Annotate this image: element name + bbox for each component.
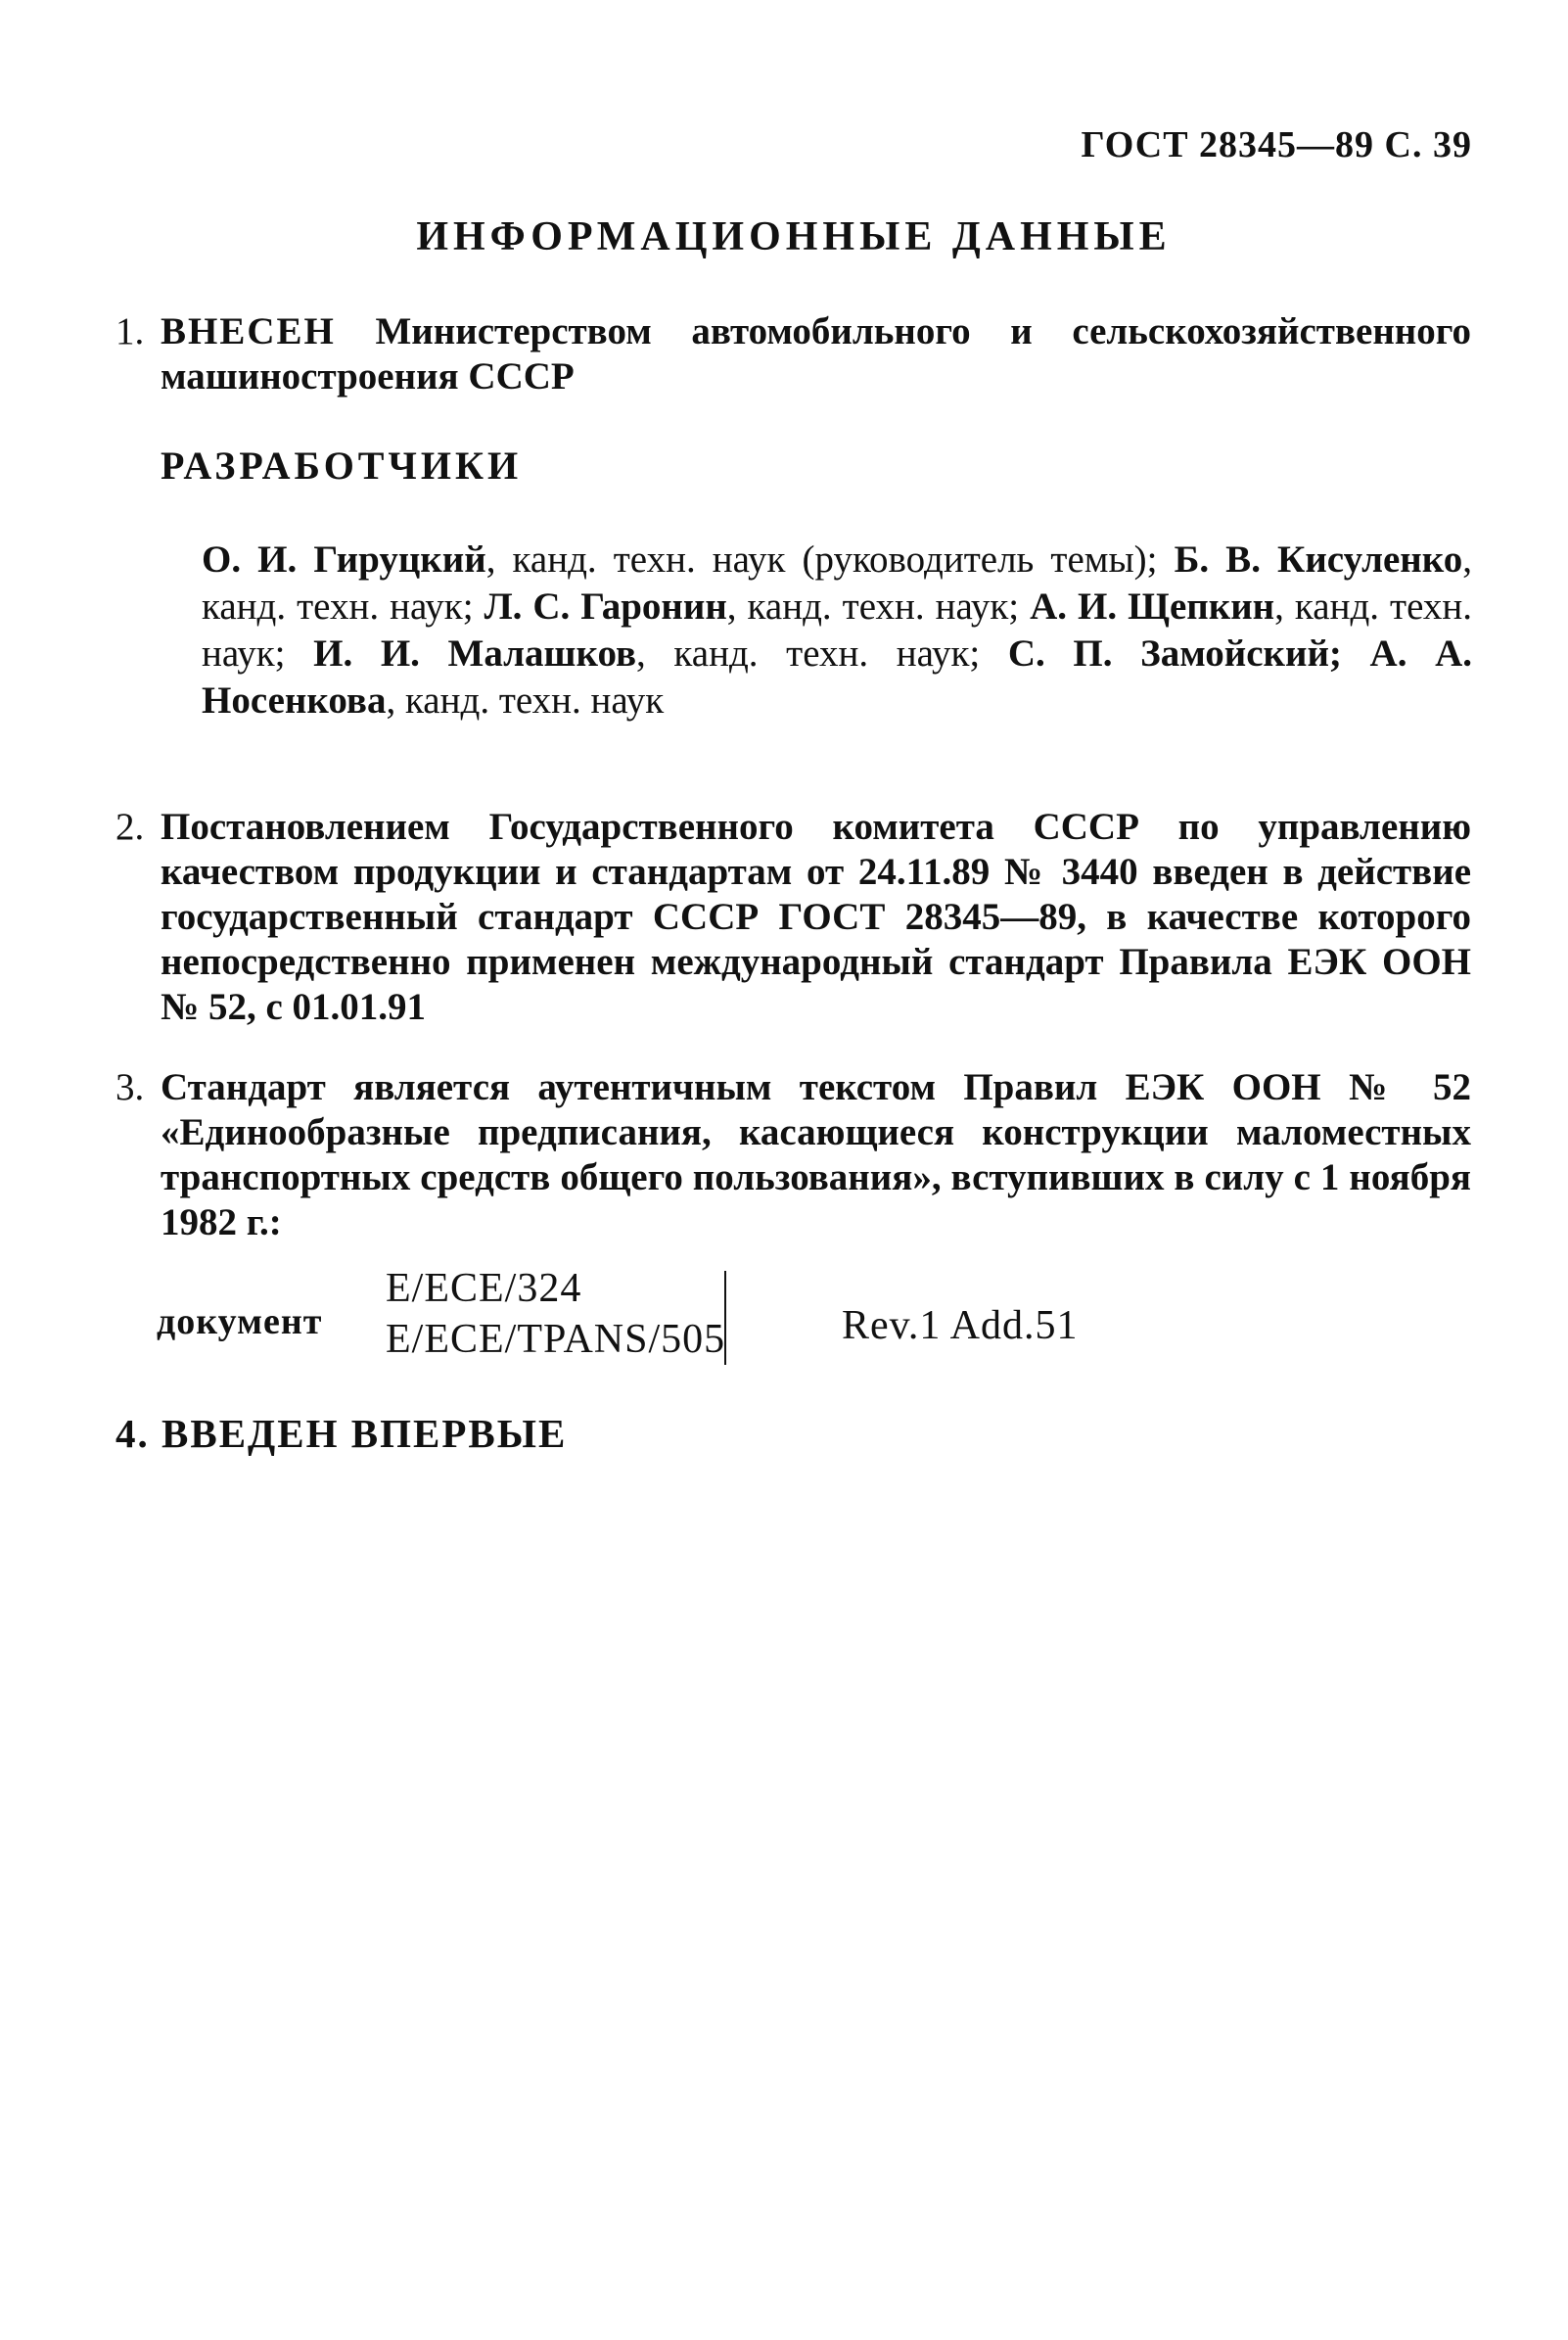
running-head: ГОСТ 28345—89 С. 39 <box>1081 124 1472 165</box>
developer-name: О. И. Гируцкий <box>202 538 486 581</box>
document-label: документ <box>157 1301 323 1342</box>
item-1-lead: ВНЕСЕН <box>161 310 336 352</box>
item-2-number: 2. <box>115 806 145 848</box>
developer-degree: , канд. техн. наук; <box>202 538 1472 628</box>
item-1-number: 1. <box>115 310 145 352</box>
developer-degree: , канд. техн. наук; <box>726 585 1031 628</box>
developer-degree: , канд. техн. наук <box>386 679 665 722</box>
item-1 <box>115 309 1471 399</box>
developer-name: И. И. Малашков <box>313 632 637 675</box>
item-1-body <box>161 309 1471 399</box>
page-title: ИНФОРМАЦИОННЫЕ ДАННЫЕ <box>416 214 1172 259</box>
document-code-2: E/ECE/TPANS/505 <box>386 1317 726 1362</box>
document-code-1: E/ECE/324 <box>386 1266 582 1311</box>
developer-name: С. П. Замойский; А. А. Носенкова <box>202 632 1472 722</box>
document-reference <box>157 1263 1331 1381</box>
developer-name: Б. В. Кисуленко <box>1174 538 1463 581</box>
document-codes <box>386 1263 725 1365</box>
item-4: 4. ВВЕДЕН ВПЕРВЫЕ <box>115 1411 568 1456</box>
item-2 <box>115 805 1471 1030</box>
developers-list <box>202 537 1472 725</box>
developers-heading: РАЗРАБОТЧИКИ <box>161 444 523 488</box>
developer-name: А. И. Щепкин <box>1030 585 1275 628</box>
item-3-text: Стандарт является аутентичным текстом Правил ЕЭК ООН № 52 «Единообразные предписания, касающиеся конструкции маломестных транспортных средств общего пользования», вступивших в силу с 1 ноября 1982 г.: <box>161 1066 1471 1243</box>
item-3 <box>115 1065 1471 1245</box>
item-3-number: 3. <box>115 1066 145 1108</box>
item-1-text: Министерством автомобильного и сельскохозяйственного машиностроения СССР <box>161 310 1471 398</box>
developer-name: Л. С. Гаронин <box>484 585 727 628</box>
brace-divider <box>715 1271 726 1365</box>
developer-degree: , канд. техн. наук; <box>636 632 1008 675</box>
developer-degree: , канд. техн. наук (руководитель темы); <box>485 538 1175 581</box>
developer-degree: , канд. техн. наук; <box>202 585 1472 675</box>
item-2-text: Постановлением Государственного комитета СССР по управлению качеством продукции и стандартам от 24.11.89 № 3440 введен в действие государственный стандарт СССР ГОСТ 28345—89, в качестве которого непосредственно применен международный стандарт Правила ЕЭК ООН № 52, с 01.01.91 <box>161 806 1471 1028</box>
document-revision: Rev.1 Add.51 <box>842 1303 1079 1348</box>
